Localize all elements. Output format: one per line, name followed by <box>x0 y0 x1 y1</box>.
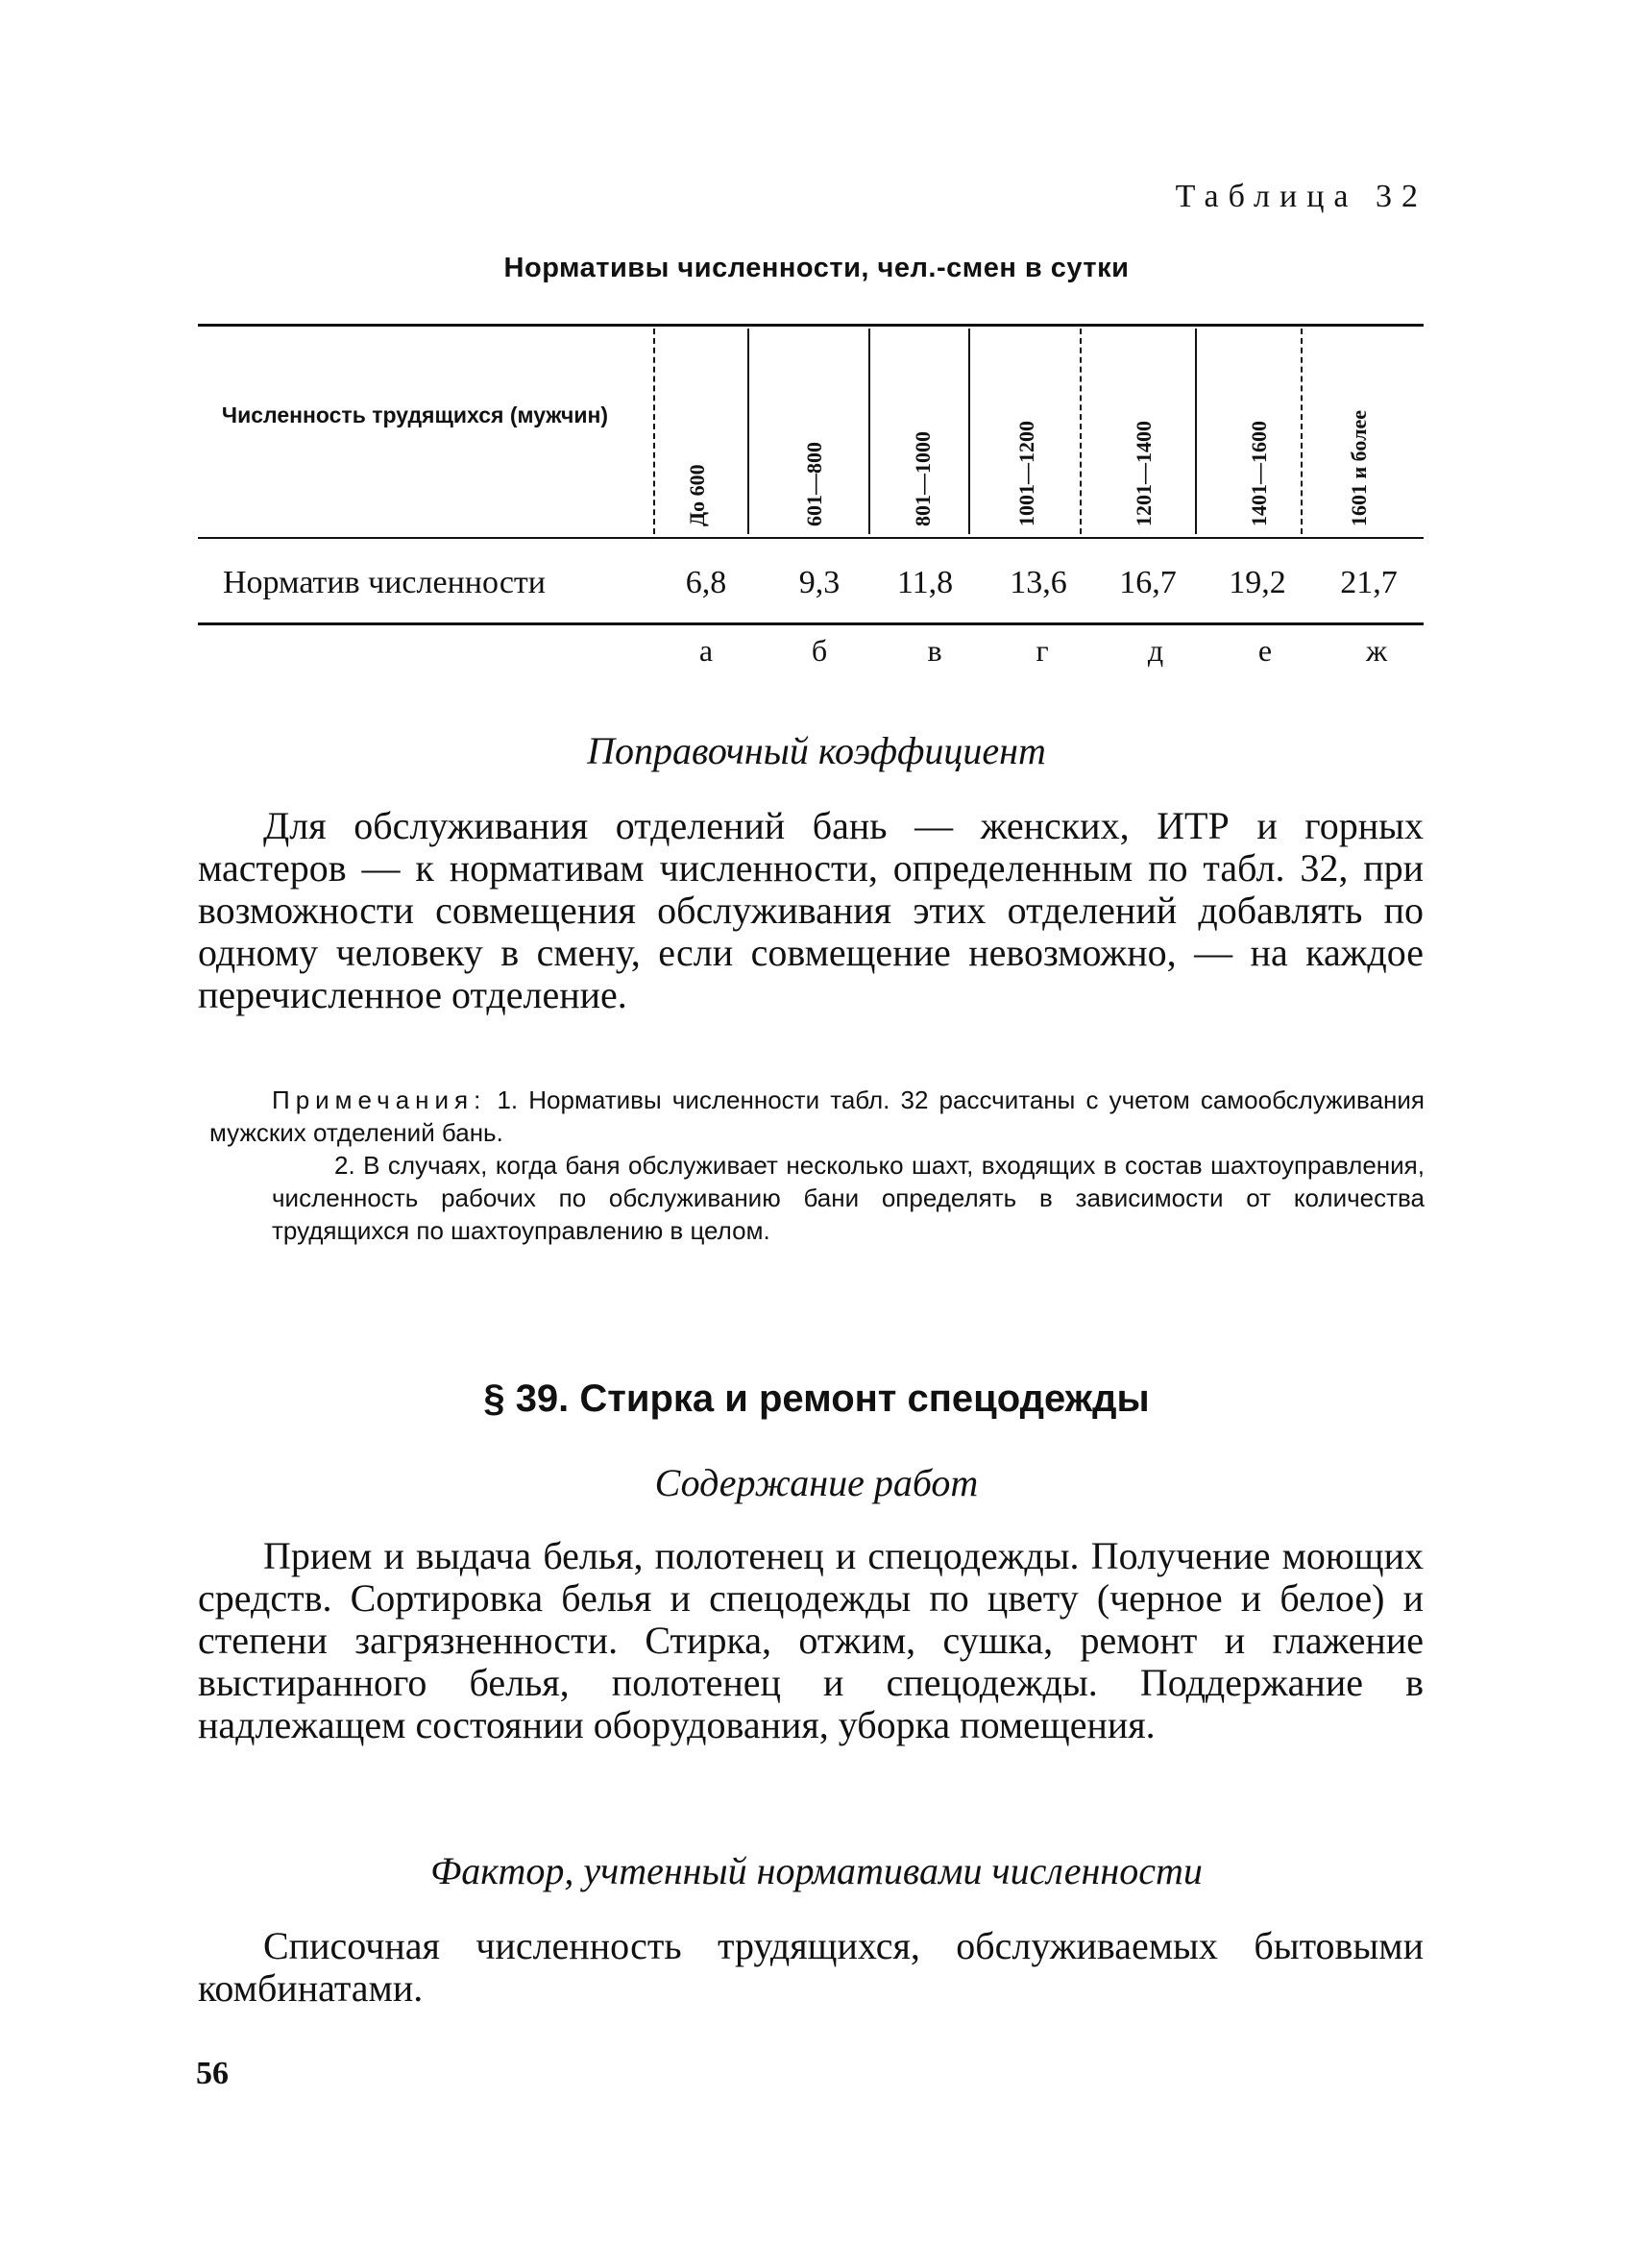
column-header: 601—800 <box>802 442 826 526</box>
note-2: 2. В случаях, когда баня обслуживает несколько шахт, входящих в состав шахтоуправления, численность рабочих по обслуживанию бани определять в зависимости от количества трудящихся по шахтоуправлению в целом. <box>272 1151 1425 1245</box>
section-title: § 39. Стирка и ремонт спецодежды <box>483 1378 1150 1420</box>
column-letter: д <box>1147 633 1164 668</box>
content-paragraph: Прием и выдача белья, полотенец и спецодежды. Получение моющих средств. Сортировка белья и спецодежды по цвету (черное и белое) и степени загрязненности. Стирка, отжим, сушка, ремонт и глажение выстиранного белья, полотенец и спецодежды. Поддержание в надлежащем состоянии оборудования, уборка помещения. <box>198 1534 1424 1746</box>
note-1-text: 1. Нормативы численности табл. 32 рассчитаны с учетом самообслуживания мужских отделений бань. <box>209 1085 1425 1147</box>
notes-block <box>209 1084 1425 1247</box>
page-number: 56 <box>196 2056 229 2091</box>
content-text <box>198 1535 1424 1746</box>
table-cell: 19,2 <box>1229 565 1286 600</box>
table-cell: 13,6 <box>1010 565 1067 600</box>
column-header: 801—1000 <box>911 431 935 526</box>
table-cell: 6,8 <box>685 565 727 600</box>
column-letter: б <box>811 633 828 668</box>
column-letter: в <box>927 633 942 668</box>
table-cell: 9,3 <box>798 565 841 600</box>
table-top-rule <box>198 324 1424 327</box>
factor-text <box>198 1925 1424 2010</box>
column-header: 1201—1400 <box>1132 421 1156 526</box>
factor-heading: Фактор, учтенный нормативами численности <box>430 1849 1203 1892</box>
column-letter: ж <box>1365 633 1388 668</box>
table-title: Нормативы численности, чел.-смен в сутки <box>503 253 1130 283</box>
table-header-rule <box>198 537 1424 539</box>
column-letter: а <box>698 633 714 668</box>
coefficient-paragraph: Для обслуживания отделений бань — женских, ИТР и горных мастеров — к нормативам численности, определенным по табл. 32, при возможности совмещения обслуживания этих отделений добавлять по одному человеку в смену, если совмещение невозможно, — на каждое перечисленное отделение. <box>198 804 1424 1016</box>
factor-paragraph: Списочная численность трудящихся, обслуживаемых бытовыми комбинатами. <box>198 1924 1424 2010</box>
coefficient-heading: Поправочный коэффициент <box>587 729 1046 772</box>
column-divider <box>868 329 870 534</box>
column-header: 1001—1200 <box>1014 421 1038 526</box>
column-divider <box>747 329 749 534</box>
column-header: До 600 <box>685 464 709 526</box>
table-cell: 11,8 <box>896 565 954 600</box>
table-cell: 16,7 <box>1119 565 1177 600</box>
content-heading: Содержание работ <box>654 1461 979 1504</box>
column-divider <box>1080 329 1082 534</box>
coefficient-text <box>198 805 1424 1016</box>
row-label: Норматив численности <box>223 565 546 600</box>
column-divider <box>968 329 970 534</box>
table-number-label: Таблица 32 <box>1175 179 1427 214</box>
column-header: 1601 и более <box>1347 410 1371 526</box>
column-divider <box>1195 329 1197 534</box>
column-letter: г <box>1036 633 1049 668</box>
notes-label: Примечания: <box>272 1085 487 1114</box>
column-header: 1401—1600 <box>1247 421 1271 526</box>
table-bottom-rule <box>198 622 1424 625</box>
column-divider <box>1301 329 1303 534</box>
column-divider <box>653 329 655 534</box>
table-cell: 21,7 <box>1340 565 1398 600</box>
table-header-label: Численность трудящихся (мужчин) <box>221 402 609 427</box>
note-1 <box>209 1084 1425 1149</box>
column-letter: е <box>1257 633 1273 668</box>
